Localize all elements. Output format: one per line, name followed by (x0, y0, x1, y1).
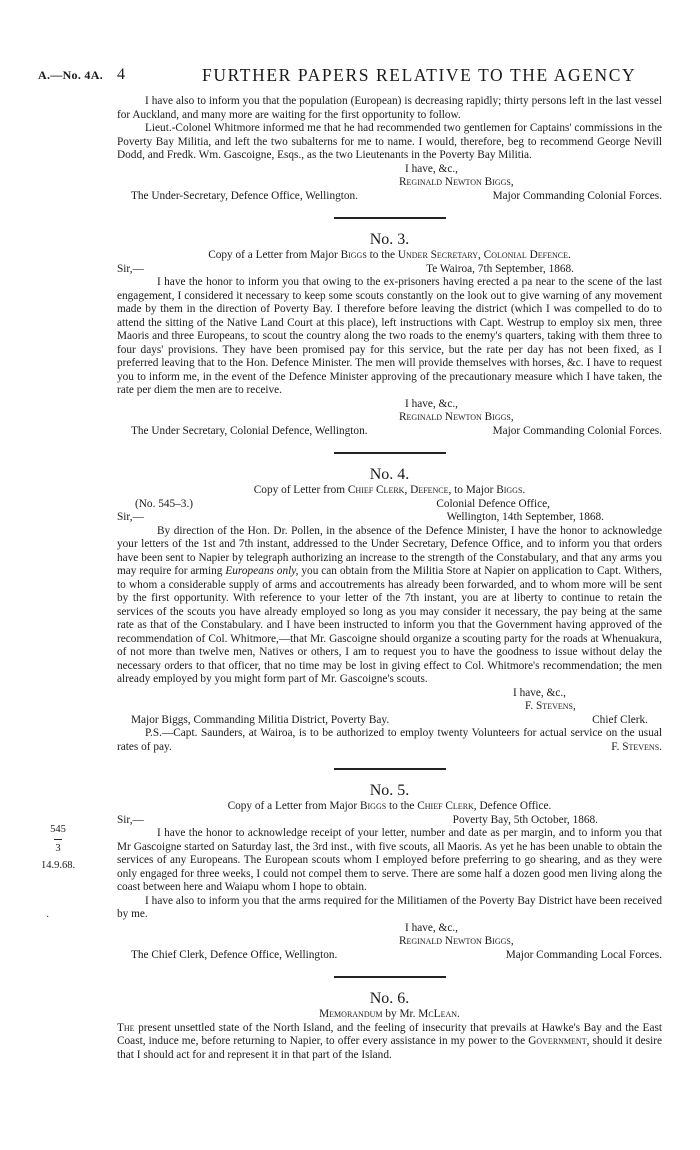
letter-body: I have the honor to acknowledge receipt of your letter, number and date as per margin, and to inform you that Mr Gascoigne started on Saturday last, the 3rd inst., with five scouts, all Maoris. As yet he has been unable to obtain the services of any Europeans. The European scouts whom I employed before preferring to go shearing, and as they were only engaged for three weeks, I could not compel them to serve. There are some half a dozen good men living along the coast between here and Waiapu whom I hope to obtain. (117, 827, 662, 893)
place-date: Poverty Bay, 5th October, 1868. (452, 813, 598, 826)
salutation: Sir,— (117, 813, 144, 826)
page-number: 4 (117, 66, 125, 83)
signature: Reginald Newton Biggs, (399, 935, 514, 947)
page-content (117, 95, 662, 1062)
margin-mark: · (46, 912, 50, 923)
reference-row (117, 498, 662, 512)
document-number: No. 6. (369, 990, 410, 1007)
document-no-3 (117, 231, 662, 438)
signatory-rank: Major Commanding Colonial Forces. (492, 424, 662, 437)
closing: I have, &c., (405, 921, 459, 934)
addressee: The Chief Clerk, Defence Office, Wellington. (131, 948, 338, 961)
document-no-6 (117, 990, 662, 1062)
intro-letter-end (117, 95, 662, 203)
salutation: Sir,— (117, 262, 144, 275)
page-header (0, 66, 700, 90)
salutation-row (117, 814, 662, 828)
document-number: No. 4. (369, 466, 410, 483)
addressee-row (117, 949, 662, 963)
closing: I have, &c., (405, 162, 459, 175)
document-reference: A.—No. 4A. (38, 68, 103, 82)
document-heading: Copy of Letter from Chief Clerk, Defence, to Major Biggs. (253, 484, 526, 496)
signatory-rank: Major Commanding Colonial Forces. (492, 189, 662, 202)
signatory-rank: Major Commanding Local Forces. (505, 948, 662, 961)
salutation-row (117, 511, 662, 525)
margin-reference (28, 822, 88, 873)
salutation: Sir,— (117, 511, 144, 523)
document-heading: Memorandum by Mr. McLean. (319, 1008, 460, 1020)
addressee: Major Biggs, Commanding Militia District, Poverty Bay. (131, 713, 390, 726)
postscript-signature: F. Stevens. (611, 740, 662, 753)
addressee: The Under-Secretary, Defence Office, Wellington. (131, 189, 359, 202)
running-title: FURTHER PAPERS RELATIVE TO THE AGENCY (202, 65, 637, 85)
margin-subnumber: 3 (54, 839, 62, 856)
postscript-row (117, 727, 662, 754)
letter-reference: (No. 545–3.) (135, 497, 194, 510)
intro-paragraph: Lieut.-Colonel Whitmore informed me that he had recommended two gentlemen for Captains' commissions in the Poverty Bay Militia, and left the two subalterns for me to name. I would, therefore, beg to recommend George Nevill Dodd, and Fredk. Wm. Gascoigne, Esqs., as the two Lieutenants in the Poverty Bay Militia. (117, 122, 662, 161)
place-date: Wellington, 14th September, 1868. (446, 511, 604, 523)
intro-paragraph: I have also to inform you that the population (European) is decreasing rapidly; thirty persons left in the last vessel for Auckland, and many more are waiting for the first opportunity to follow. (117, 95, 662, 121)
postscript: P.S.—Capt. Saunders, at Wairoa, is to be authorized to employ twenty Volunteers for actual service on the usual rates of pay. F. Stevens. (117, 727, 662, 753)
document-number: No. 3. (369, 231, 410, 248)
letter-body: I have the honor to inform you that owing to the ex-prisoners having erected a pa near to the scene of the last engagement, I considered it necessary to keep some scouts constantly on the look out to give warning of any movement made by them in the direction of Poverty Bay. I therefore before leaving the district (which I was compelled to do to attend the sitting of the Native Land Court at this place), left instructions with Capt. Westrup to employ six men, three Maoris and three Europeans, to scout the country along the two roads to the enemy's quarters, taking with them three to four days' provisions. They have been promised pay for this service, but the rate per day has not been fixed, as I preferred leaving that to the Hon. Defence Minister. The men will provide themselves with horses, &c. I have to request you to inform me, in the event of the Defence Minister approving of the precautionary measure which I have taken, the rate per diem the men are to receive. (117, 276, 662, 396)
margin-number: 545 (50, 824, 66, 835)
closing: I have, &c., (405, 397, 459, 410)
document-no-4 (117, 466, 662, 754)
place-date: Te Wairoa, 7th September, 1868. (426, 262, 574, 275)
signature: F. Stevens, (525, 700, 576, 712)
memorandum-body: The present unsettled state of the North Island, and the feeling of insecurity that prevails at Hawke's Bay and the East Coast, induce me, before returning to Napier, to offer every assistance in my power to the Government, should it desire that I should act for and represent it in that part of the Island. (117, 1021, 662, 1061)
margin-date: 14.9.68. (40, 860, 76, 871)
addressee-row (117, 714, 662, 728)
signatory-rank: Chief Clerk. (592, 713, 648, 726)
letter-body: I have also to inform you that the arms required for the Militiamen of the Poverty Bay District have been received by me. (117, 894, 662, 920)
addressee-row (117, 425, 662, 439)
addressee-row (117, 190, 662, 204)
closing: I have, &c., (513, 686, 567, 699)
letter-body: By direction of the Hon. Dr. Pollen, in the absence of the Defence Minister, I have the honor to acknowledge your letters of the 1st and 7th instant, addressed to the Under Secretary, Defence Office, and to inform you that orders have been sent to Napier by telegraph authorizing an increase to the strength of the Constabulary, and that any arms you may require for arming Europeans only, you can obtain from the Militia Store at Napier on application to Capt. Withers, to whom a considerable supply of arms and accoutrements has already been forwarded, and to whom more will be sent by the first opportunity. With reference to your letter of the 7th instant, you are at liberty to continue to retain the services of the scouts you have already employed so long as you may consider it necessary, the pay being at the same rate as that of the Constabulary. and I have been instructed to inform you that the Government having approved of the recommendation of Col. Whitmore,—that Mr. Gascoigne should organize a scouting party for the roads at Whenuakura, of not more than twelve men, Natives or others, I am to request you to have the goodness to issue without delay the necessary orders to that officer, that no time may be lost in giving effect to Col. Whitmore's recommendation; the men already employed by you might form part of Mr. Gascoigne's scouts. (117, 524, 662, 685)
document-heading: Copy of a Letter from Major Biggs to the Chief Clerk, Defence Office. (227, 800, 552, 812)
office-name: Colonial Defence Office, (436, 497, 550, 510)
document-no-5 (117, 782, 662, 962)
salutation-row (117, 263, 662, 277)
addressee: The Under Secretary, Colonial Defence, Wellington. (131, 424, 368, 437)
document-heading: Copy of a Letter from Major Biggs to the Under Secretary, Colonial Defence. (208, 249, 571, 261)
signature: Reginald Newton Biggs, (399, 176, 514, 188)
signature: Reginald Newton Biggs, (399, 411, 514, 423)
document-number: No. 5. (369, 782, 410, 799)
